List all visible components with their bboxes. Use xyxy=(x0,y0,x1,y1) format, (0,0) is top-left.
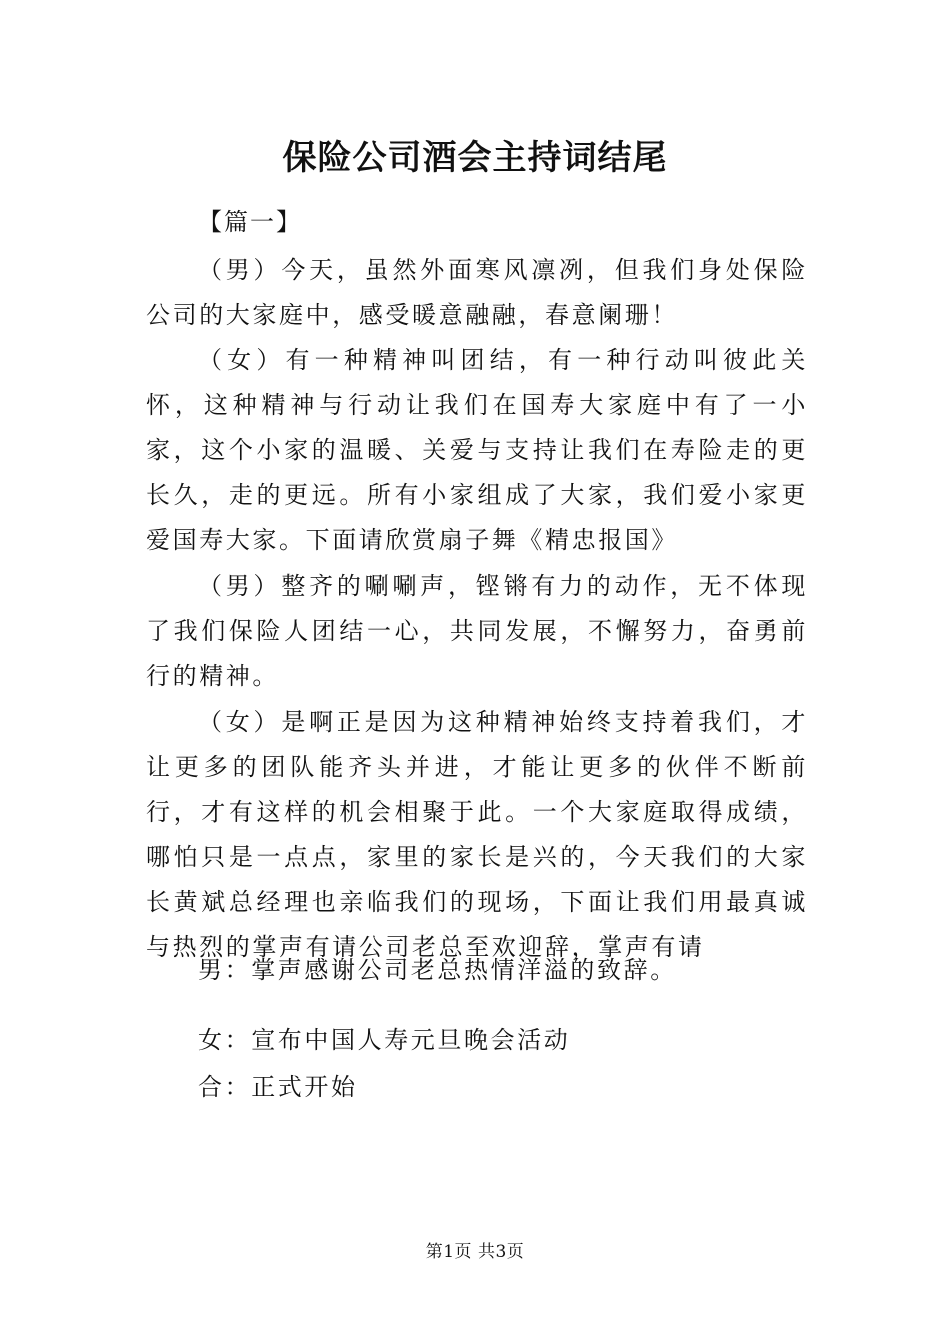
paragraph: （男）今天，虽然外面寒风凛冽，但我们身处保险公司的大家庭中，感受暖意融融，春意阑珊！ xyxy=(146,256,808,329)
document-title: 保险公司酒会主持词结尾 xyxy=(282,138,668,178)
paragraph: （男）整齐的唰唰声，铿锵有力的动作，无不体现了我们保险人团结一心，共同发展，不懈努力，奋勇前行的精神。 xyxy=(146,572,808,690)
paragraph: （女）有一种精神叫团结，有一种行动叫彼此关怀，这种精神与行动让我们在国寿大家庭中有了一小家，这个小家的温暖、关爱与支持让我们在寿险走的更长久，走的更远。所有小家组成了大家，我们爱小家更爱国寿大家。下面请欣赏扇子舞《精忠报国》 xyxy=(146,346,808,554)
dialogue-line: 男：掌声感谢公司老总热情洋溢的致辞。 xyxy=(198,956,677,984)
page-footer: 第1页 共3页 xyxy=(425,1242,525,1262)
dialogue-line: 合：正式开始 xyxy=(198,1073,358,1101)
section-label: 【篇一】 xyxy=(198,208,302,236)
dialogue-line: 女：宣布中国人寿元旦晚会活动 xyxy=(198,1026,571,1054)
paragraph: （女）是啊正是因为这种精神始终支持着我们，才让更多的团队能齐头并进，才能让更多的伙伴不断前行，才有这样的机会相聚于此。一个大家庭取得成绩，哪怕只是一点点，家里的家长是兴的，今天我们的大家长黄斌总经理也亲临我们的现场，下面让我们用最真诚与热烈的掌声有请公司老总至欢迎辞，掌声有请 xyxy=(146,708,808,961)
